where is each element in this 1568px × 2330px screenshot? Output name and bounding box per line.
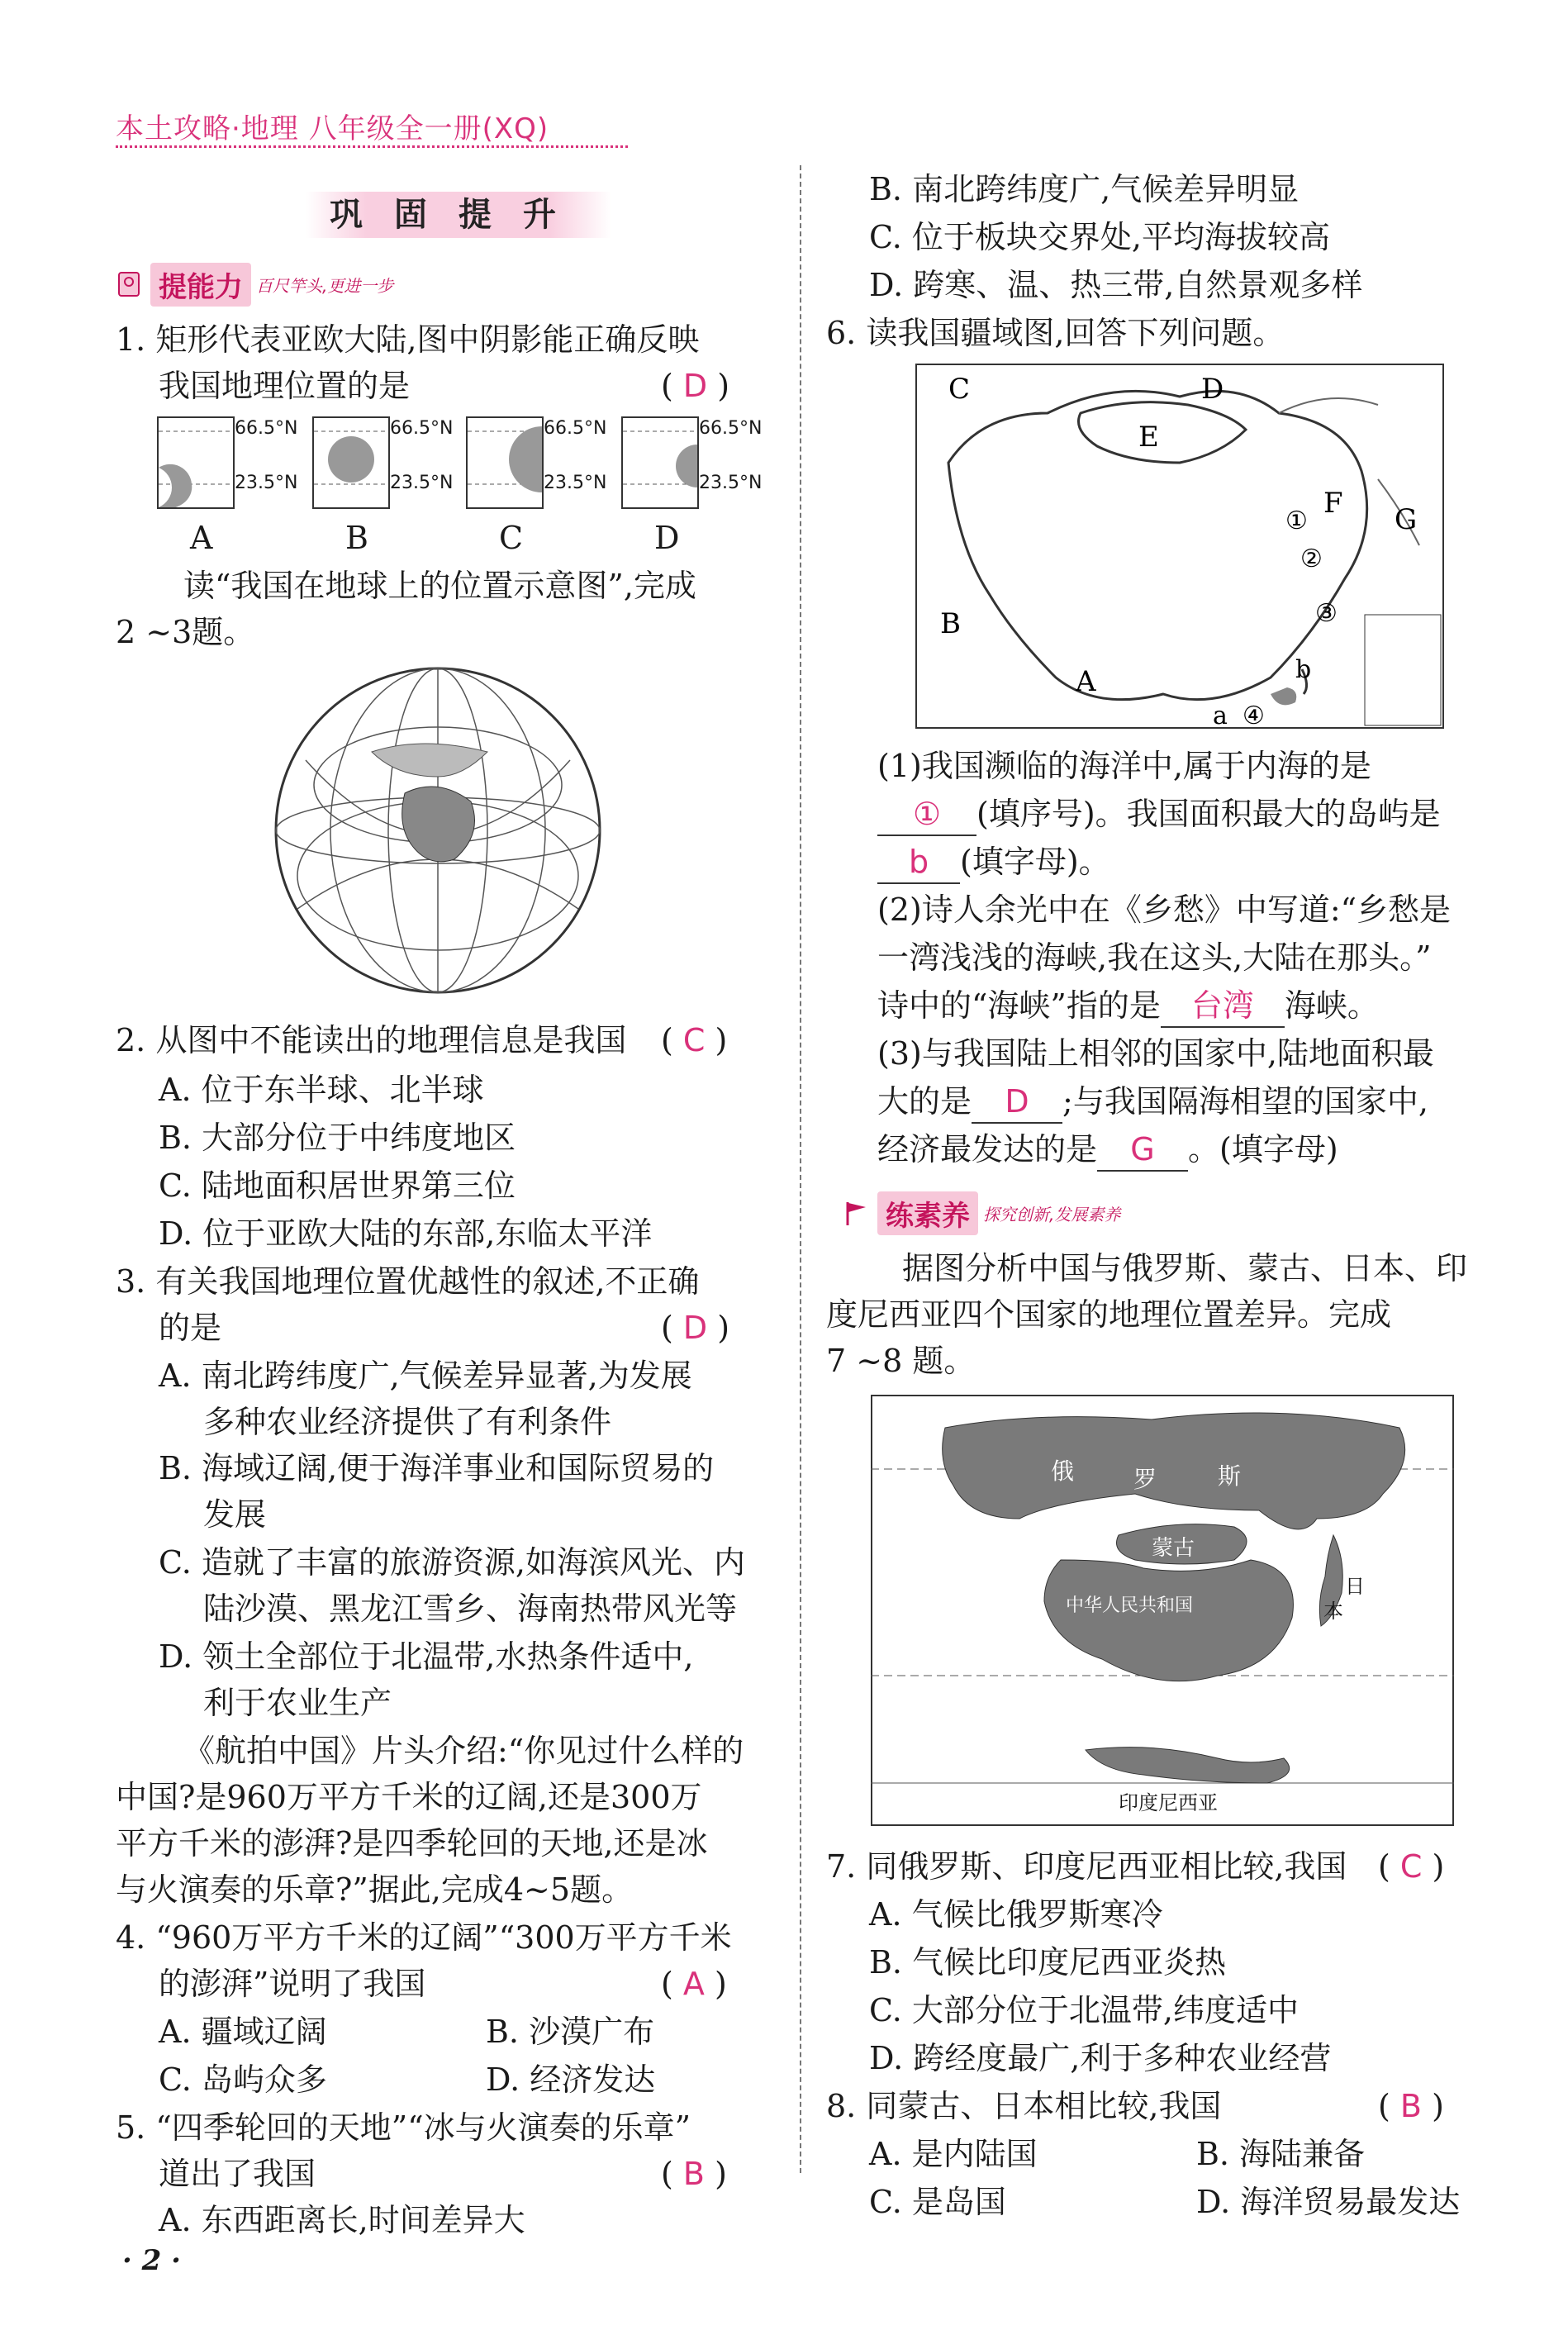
q6-p3-line2	[877, 1081, 1428, 1124]
q5-option: D. 跨寒、温、热三带,自然景观多样	[869, 267, 1363, 303]
q1-option-label: A	[190, 520, 213, 556]
intro-7-8-line: 7 ~8 题。	[826, 1343, 976, 1379]
q6-blank[interactable]: G	[1097, 1129, 1188, 1172]
q4-option: C. 岛屿众多	[159, 2061, 327, 2098]
q6-stem: 6. 读我国疆域图,回答下列问题。	[826, 315, 1285, 351]
q3-text: 陆沙漠、黑龙江雪乡、海南热带风光等	[203, 1591, 738, 1627]
answer-mark: B	[682, 2156, 705, 2192]
map-label: b	[1295, 655, 1312, 684]
map-label: 蒙古	[1152, 1536, 1195, 1561]
tag-title: 练素养	[877, 1191, 978, 1235]
lat-label: 66.5°N	[390, 418, 454, 439]
q2-option: B. 大部分位于中纬度地区	[159, 1120, 516, 1156]
map-label: ②	[1300, 544, 1323, 573]
intro-4-5-line: 平方千米的澎湃?是四季轮回的天地,还是冰	[116, 1825, 708, 1862]
map-label: F	[1323, 487, 1343, 520]
q6-text: (填字母)。	[960, 844, 1110, 880]
q3-text: 多种农业经济提供了有利条件	[203, 1404, 612, 1440]
header-underline	[116, 145, 628, 148]
q3-line1: 3. 有关我国地理位置优越性的叙述,不正确	[116, 1263, 700, 1300]
q7-option: A. 气候比俄罗斯寒冷	[869, 1896, 1163, 1933]
lat-label: 23.5°N	[390, 473, 454, 493]
q4-option: B. 沙漠广布	[486, 2014, 655, 2050]
intro-2-3-line1: 读“我国在地球上的位置示意图”,完成	[183, 568, 696, 604]
intro-4-5-line: 与火演奏的乐章?”据此,完成4~5题。	[116, 1871, 634, 1908]
q3-answer: ( D )	[661, 1310, 730, 1346]
q3-text: D. 领土全部位于北温带,水热条件适中,	[159, 1638, 694, 1675]
page-number: · 2 ·	[122, 2244, 182, 2277]
q1-answer: ( D )	[661, 368, 730, 404]
flag-icon	[843, 1199, 871, 1227]
q6-p2-line1: (2)诗人余光中在《乡愁》中写道:“乡愁是	[877, 892, 1452, 928]
map-label: G	[1395, 503, 1418, 536]
q2-option: A. 位于东半球、北半球	[159, 1072, 484, 1108]
lat-label: 23.5°N	[235, 473, 298, 493]
q6-text: 大的是	[877, 1083, 972, 1120]
asia-map	[871, 1395, 1454, 1826]
q2-stem: 2. 从图中不能读出的地理信息是我国	[116, 1022, 627, 1058]
answer-mark: B	[1399, 2088, 1422, 2124]
map-label: 斯	[1218, 1462, 1242, 1490]
q3-text: B. 海域辽阔,便于海洋事业和国际贸易的	[159, 1450, 715, 1486]
literacy-tag	[843, 1191, 1120, 1234]
map-label: ④	[1243, 701, 1265, 729]
map-label: 本	[1323, 1600, 1343, 1623]
q1-option-b-diagram	[312, 416, 390, 509]
q2-answer: ( C )	[661, 1022, 728, 1058]
answer-mark: D	[682, 1310, 708, 1346]
q1-line1: 1. 矩形代表亚欧大陆,图中阴影能正确反映	[116, 321, 700, 358]
map-label: B	[940, 607, 961, 640]
q6-text: (填序号)。我国面积最大的岛屿是	[976, 796, 1441, 832]
paper-icon	[116, 270, 144, 298]
lat-label: 66.5°N	[544, 418, 607, 439]
q6-p1-line1: (1)我国濒临的海洋中,属于内海的是	[877, 748, 1371, 784]
q5-option: B. 南北跨纬度广,气候差异明显	[869, 171, 1300, 207]
q3-text: 利于农业生产	[203, 1685, 392, 1721]
lat-label: 66.5°N	[235, 418, 298, 439]
map-label: ③	[1315, 599, 1338, 628]
map-label: C	[948, 373, 971, 406]
q7-stem: 7. 同俄罗斯、印度尼西亚相比较,我国	[826, 1848, 1347, 1885]
q6-blank[interactable]: ①	[877, 793, 976, 836]
q4-line2: 的澎湃”说明了我国	[159, 1966, 426, 2002]
section-title: 巩固提升	[306, 192, 611, 238]
q8-stem: 8. 同蒙古、日本相比较,我国	[826, 2088, 1222, 2124]
q8-option: B. 海陆兼备	[1196, 2136, 1366, 2172]
globe-diagram	[273, 661, 603, 1000]
q6-blank[interactable]: b	[877, 841, 960, 884]
q1-diagram-a	[159, 418, 233, 507]
q5-option: C. 位于板块交界处,平均海拔较高	[869, 219, 1330, 255]
column-divider	[800, 165, 801, 2173]
q6-blank[interactable]: 台湾	[1161, 985, 1285, 1028]
q1-diagram-d	[623, 418, 697, 507]
lat-label: 66.5°N	[699, 418, 763, 439]
map-label: a	[1213, 701, 1228, 729]
answer-mark: A	[682, 1966, 705, 2002]
intro-4-5-line: 中国?是960万平方千米的辽阔,还是300万	[116, 1779, 702, 1815]
q7-answer: ( C )	[1378, 1848, 1445, 1885]
map-label: A	[1076, 665, 1096, 698]
map-label: E	[1138, 421, 1159, 454]
q4-option: D. 经济发达	[486, 2061, 656, 2098]
answer-mark: C	[1399, 1848, 1423, 1885]
q6-p3-line3	[877, 1129, 1338, 1172]
running-header: 本土攻略·地理 八年级全一册(XQ)	[116, 112, 549, 145]
intro-4-5-line: 《航拍中国》片头介绍:“你见过什么样的	[183, 1733, 744, 1769]
q4-answer: ( A )	[661, 1966, 727, 2002]
q7-option: D. 跨经度最广,利于多种农业经营	[869, 2040, 1332, 2076]
q6-p1-line3	[877, 841, 1110, 884]
map-label: 罗	[1133, 1466, 1157, 1493]
q1-line2: 我国地理位置的是	[159, 368, 411, 404]
q3-text: A. 南北跨纬度广,气候差异显著,为发展	[159, 1358, 692, 1394]
map-label: 印度尼西亚	[1119, 1791, 1218, 1814]
tag-subtitle: 探究创新,发展素养	[983, 1204, 1121, 1224]
answer-mark: C	[682, 1022, 706, 1058]
q6-p2-line2: 一湾浅浅的海峡,我在这头,大陆在那头。”	[877, 939, 1432, 976]
q1-diagram-b	[314, 418, 388, 507]
q6-blank[interactable]: D	[972, 1081, 1062, 1124]
q6-text: 经济最发达的是	[877, 1131, 1098, 1167]
q5-line2: 道出了我国	[159, 2156, 316, 2192]
q6-p3-line1: (3)与我国陆上相邻的国家中,陆地面积最	[877, 1035, 1434, 1072]
china-territory-map	[915, 364, 1444, 729]
q4-option: A. 疆域辽阔	[159, 2014, 327, 2050]
intro-2-3-line2: 2 ~3题。	[116, 614, 255, 650]
q1-option-d-diagram	[621, 416, 699, 509]
lat-label: 23.5°N	[544, 473, 607, 493]
q5-line1: 5. “四季轮回的天地”“冰与火演奏的乐章”	[116, 2109, 691, 2146]
q6-text: 诗中的“海峡”指的是	[877, 987, 1161, 1024]
q1-option-label: B	[345, 520, 368, 556]
answer-mark: D	[682, 368, 708, 404]
q2-option: C. 陆地面积居世界第三位	[159, 1167, 516, 1204]
ability-tag	[116, 263, 393, 306]
q1-option-label: C	[499, 520, 524, 556]
q8-option: C. 是岛国	[869, 2184, 1006, 2220]
q3-text: 发展	[203, 1496, 267, 1533]
q8-option: A. 是内陆国	[869, 2136, 1038, 2172]
q6-text: 。(填字母)	[1188, 1131, 1338, 1167]
q7-option: C. 大部分位于北温带,纬度适中	[869, 1992, 1299, 2028]
map-label: 中华人民共和国	[1066, 1595, 1194, 1616]
map-label: 日	[1345, 1575, 1365, 1598]
q1-option-label: D	[654, 520, 680, 556]
q4-line1: 4. “960万平方千米的辽阔”“300万平方千米	[116, 1919, 732, 1956]
lat-label: 23.5°N	[699, 473, 763, 493]
map-label: 俄	[1051, 1457, 1075, 1485]
q1-option-a-diagram	[157, 416, 235, 509]
q6-p1-line2	[877, 793, 1441, 836]
q2-option: D. 位于亚欧大陆的东部,东临太平洋	[159, 1215, 653, 1252]
q1-option-c-diagram	[466, 416, 544, 509]
map-label: ①	[1285, 506, 1308, 535]
q7-option: B. 气候比印度尼西亚炎热	[869, 1944, 1227, 1980]
q8-answer: ( B )	[1378, 2088, 1444, 2124]
q3-line2: 的是	[159, 1310, 222, 1346]
map-label: D	[1201, 373, 1224, 406]
q8-option: D. 海洋贸易最发达	[1196, 2184, 1461, 2220]
q5-answer: ( B )	[661, 2156, 727, 2192]
intro-7-8-line: 度尼西亚四个国家的地理位置差异。完成	[826, 1296, 1392, 1333]
q3-text: C. 造就了丰富的旅游资源,如海滨风光、内	[159, 1544, 745, 1581]
q6-p2-line3	[877, 985, 1379, 1028]
q1-diagram-c	[468, 418, 542, 507]
tag-subtitle: 百尺竿头,更进一步	[256, 275, 394, 296]
tag-title: 提能力	[150, 263, 251, 307]
q6-text: 海峡。	[1284, 987, 1379, 1024]
q5-option: A. 东西距离长,时间差异大	[159, 2202, 525, 2238]
intro-7-8-line: 据图分析中国与俄罗斯、蒙古、日本、印	[902, 1250, 1468, 1286]
q6-text: ;与我国隔海相望的国家中,	[1062, 1083, 1428, 1120]
